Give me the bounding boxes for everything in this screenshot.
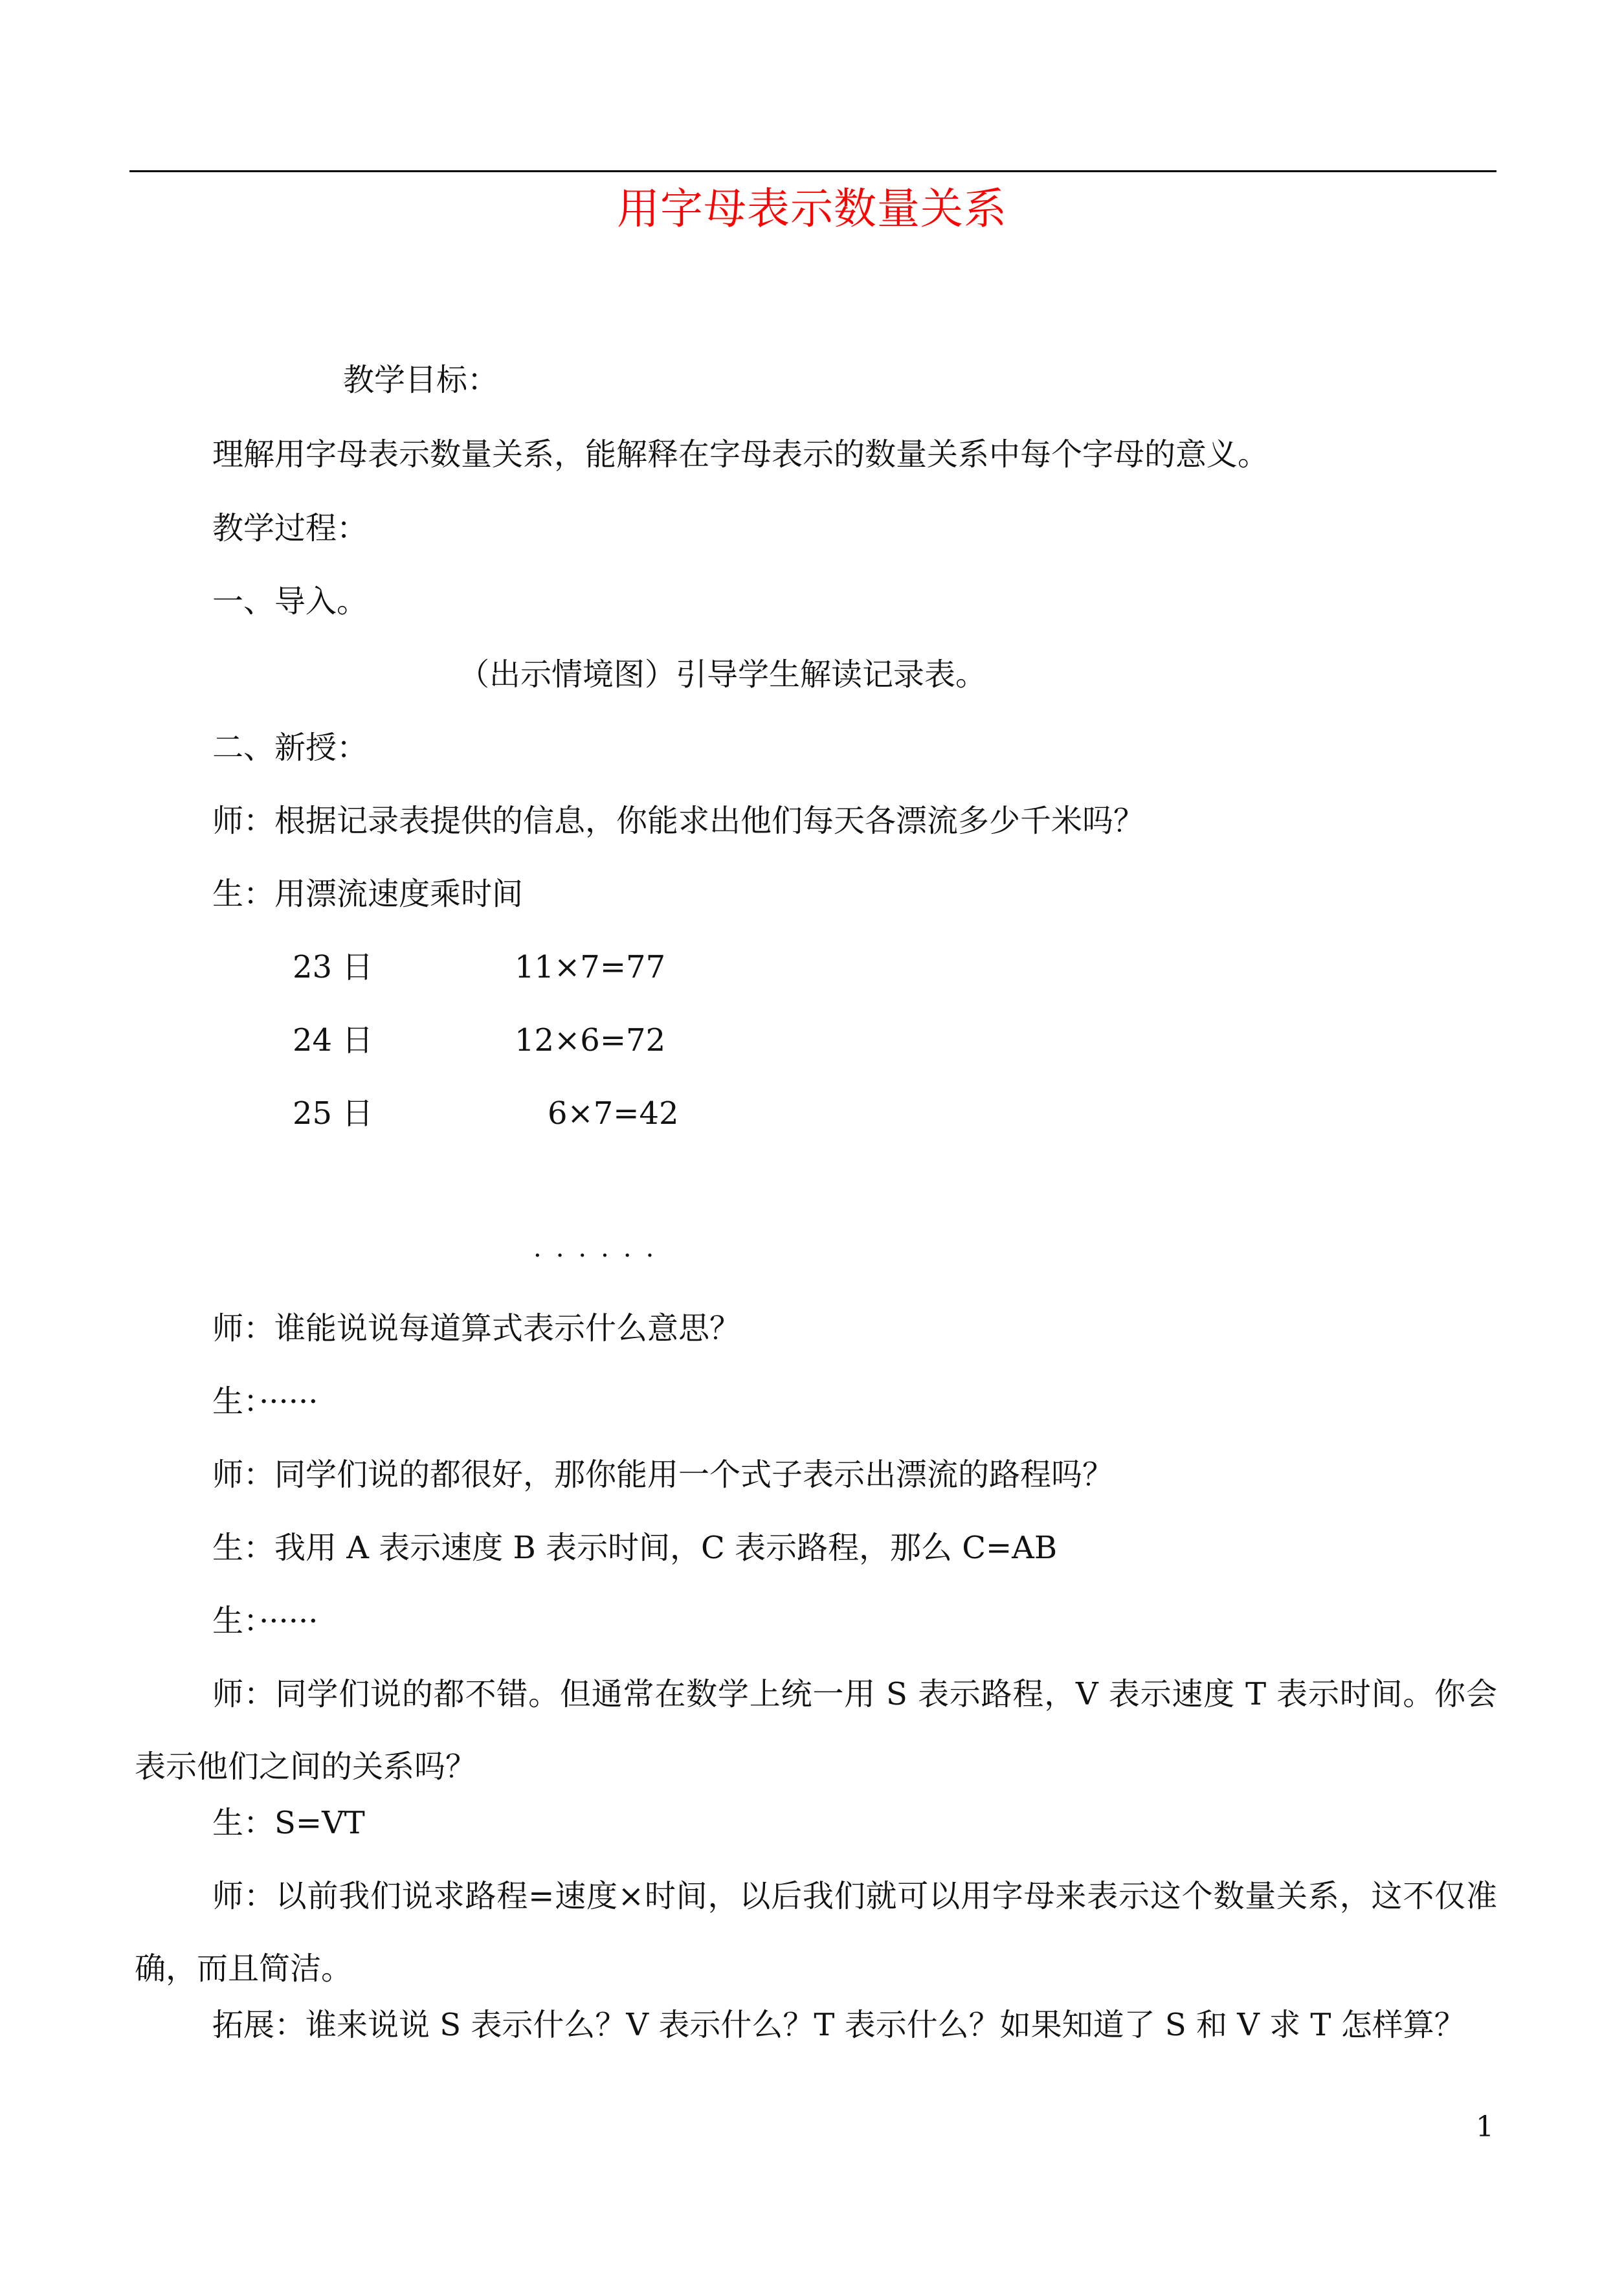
document-title: 用字母表示数量关系 bbox=[617, 184, 1007, 234]
header-rule bbox=[129, 170, 1496, 172]
goal-text: 理解用字母表示数量关系，能解释在字母表示的数量关系中每个字母的意义。 bbox=[212, 436, 1269, 473]
intro-heading: 一、导入。 bbox=[212, 583, 368, 620]
teacher-statement-5: 师：以前我们说求路程=速度×时间，以后我们就可以用字母来表示这个数量关系，这不仅准确，而且简洁。 bbox=[135, 1878, 1497, 1987]
teacher-statement-4: 师：同学们说的都不错。但通常在数学上统一用 S 表示路程，V 表示速度 T 表示时间。你会表示他们之间的关系吗？ bbox=[135, 1676, 1497, 1785]
student-answer-5: 生：S=VT bbox=[212, 1805, 365, 1841]
teacher-question-2: 师：谁能说说每道算式表示什么意思？ bbox=[212, 1310, 741, 1347]
ellipsis-dots: ······ bbox=[533, 1241, 669, 1271]
calc-day-24: 24 日 bbox=[293, 1022, 373, 1058]
extension-question: 拓展：谁来说说 S 表示什么？V 表示什么？T 表示什么？如果知道了 S 和 V 求 T 怎样算？ bbox=[212, 2007, 1465, 2043]
calc-day-25: 25 日 bbox=[293, 1095, 373, 1132]
teacher-question-3: 师：同学们说的都很好，那你能用一个式子表示出漂流的路程吗？ bbox=[212, 1457, 1114, 1493]
goal-heading: 教学目标： bbox=[343, 362, 499, 398]
student-answer-1: 生：用漂流速度乘时间 bbox=[212, 876, 524, 912]
calc-expr-23: 11×7=77 bbox=[515, 949, 666, 985]
process-heading: 教学过程： bbox=[212, 510, 368, 546]
intro-text: （出示情境图）引导学生解读记录表。 bbox=[458, 656, 987, 693]
page-number: 1 bbox=[1476, 2110, 1494, 2143]
calc-day-23: 23 日 bbox=[293, 949, 373, 985]
calc-expr-24: 12×6=72 bbox=[515, 1022, 666, 1058]
teacher-question-1: 师：根据记录表提供的信息，你能求出他们每天各漂流多少千米吗？ bbox=[212, 803, 1145, 839]
student-answer-4: 生：······ bbox=[212, 1603, 318, 1639]
student-answer-3: 生：我用 A 表示速度 B 表示时间，C 表示路程，那么 C=AB bbox=[212, 1530, 1058, 1566]
new-heading: 二、新授： bbox=[212, 730, 368, 766]
student-answer-2: 生：······ bbox=[212, 1383, 318, 1420]
calc-expr-25: 6×7=42 bbox=[548, 1095, 679, 1132]
